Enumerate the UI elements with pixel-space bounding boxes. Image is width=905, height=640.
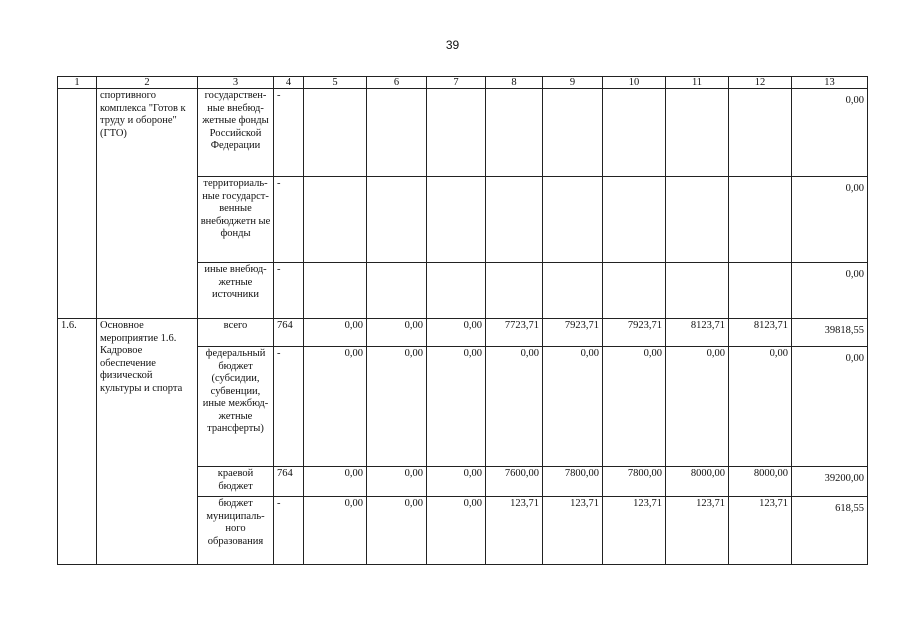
value-cell: 0,00: [427, 347, 486, 467]
value-cell: 0,00: [543, 347, 603, 467]
value-cell: 7800,00: [543, 467, 603, 497]
value-cell: [486, 89, 543, 177]
value-cell: [367, 177, 427, 263]
value-cell: [543, 263, 603, 319]
code-cell: 764: [274, 319, 304, 347]
value-cell: 0,00: [367, 319, 427, 347]
header-cell: 11: [666, 77, 729, 89]
value-cell: [486, 263, 543, 319]
value-cell: 0,00: [666, 347, 729, 467]
funding-source-cell: государствен-ные внебюд-жетные фонды Российской Федерации: [198, 89, 274, 177]
total-cell: 39200,00: [792, 467, 868, 497]
value-cell: 7923,71: [543, 319, 603, 347]
code-cell: -: [274, 263, 304, 319]
funding-source-cell: территориаль-ные государст-венные внебюджетн ые фонды: [198, 177, 274, 263]
header-cell: 9: [543, 77, 603, 89]
funding-source-cell: краевой бюджет: [198, 467, 274, 497]
value-cell: 0,00: [427, 467, 486, 497]
value-cell: 123,71: [603, 497, 666, 565]
header-cell: 12: [729, 77, 792, 89]
code-cell: 764: [274, 467, 304, 497]
value-cell: 0,00: [729, 347, 792, 467]
header-cell: 7: [427, 77, 486, 89]
code-cell: -: [274, 347, 304, 467]
total-cell: 0,00: [792, 177, 868, 263]
value-cell: [666, 263, 729, 319]
value-cell: 7600,00: [486, 467, 543, 497]
value-cell: 0,00: [304, 497, 367, 565]
header-cell: 4: [274, 77, 304, 89]
value-cell: [486, 177, 543, 263]
value-cell: 0,00: [427, 497, 486, 565]
value-cell: 0,00: [603, 347, 666, 467]
header-cell: 5: [304, 77, 367, 89]
value-cell: [367, 89, 427, 177]
funding-source-cell: федеральный бюджет (субсидии, субвенции, иные межбюд-жетные трансферты): [198, 347, 274, 467]
value-cell: 0,00: [367, 497, 427, 565]
total-cell: 0,00: [792, 263, 868, 319]
value-cell: [729, 263, 792, 319]
value-cell: 7923,71: [603, 319, 666, 347]
budget-table: [57, 76, 868, 565]
header-cell: 13: [792, 77, 868, 89]
value-cell: 123,71: [486, 497, 543, 565]
value-cell: [304, 263, 367, 319]
header-cell: 8: [486, 77, 543, 89]
value-cell: 123,71: [729, 497, 792, 565]
funding-source-cell: иные внебюд-жетные источники: [198, 263, 274, 319]
code-cell: -: [274, 177, 304, 263]
value-cell: 123,71: [666, 497, 729, 565]
value-cell: [603, 263, 666, 319]
table-body: [58, 89, 868, 565]
value-cell: 0,00: [304, 347, 367, 467]
row-number-cell: 1.6.: [58, 319, 97, 565]
funding-source-cell: всего: [198, 319, 274, 347]
value-cell: 8000,00: [666, 467, 729, 497]
header-cell: 3: [198, 77, 274, 89]
value-cell: [729, 177, 792, 263]
value-cell: [666, 89, 729, 177]
total-cell: 0,00: [792, 89, 868, 177]
value-cell: [304, 177, 367, 263]
value-cell: 7723,71: [486, 319, 543, 347]
table-row: [58, 319, 868, 347]
header-cell: 2: [97, 77, 198, 89]
value-cell: [543, 89, 603, 177]
value-cell: 0,00: [367, 347, 427, 467]
funding-source-cell: бюджет муниципаль-ного образования: [198, 497, 274, 565]
value-cell: [603, 177, 666, 263]
value-cell: 0,00: [367, 467, 427, 497]
value-cell: [427, 263, 486, 319]
code-cell: -: [274, 89, 304, 177]
value-cell: 0,00: [427, 319, 486, 347]
header-cell: 10: [603, 77, 666, 89]
value-cell: [729, 89, 792, 177]
code-cell: -: [274, 497, 304, 565]
value-cell: [666, 177, 729, 263]
total-cell: 618,55: [792, 497, 868, 565]
row-number-cell: [58, 89, 97, 319]
header-cell: 1: [58, 77, 97, 89]
total-cell: 0,00: [792, 347, 868, 467]
value-cell: 0,00: [486, 347, 543, 467]
total-cell: 39818,55: [792, 319, 868, 347]
activity-name-cell: спортивного комплекса "Готов к труду и обороне" (ГТО): [97, 89, 198, 319]
header-row: [58, 77, 868, 89]
value-cell: 8123,71: [729, 319, 792, 347]
value-cell: 7800,00: [603, 467, 666, 497]
table-row: [58, 89, 868, 177]
value-cell: [603, 89, 666, 177]
header-cell: 6: [367, 77, 427, 89]
value-cell: 8123,71: [666, 319, 729, 347]
value-cell: [543, 177, 603, 263]
page-number: 39: [445, 38, 460, 52]
value-cell: [427, 177, 486, 263]
value-cell: 0,00: [304, 319, 367, 347]
value-cell: 123,71: [543, 497, 603, 565]
activity-name-cell: Основное мероприятие 1.6. Кадровое обеспечение физической культуры и спорта: [97, 319, 198, 565]
value-cell: 8000,00: [729, 467, 792, 497]
value-cell: 0,00: [304, 467, 367, 497]
value-cell: [427, 89, 486, 177]
value-cell: [304, 89, 367, 177]
value-cell: [367, 263, 427, 319]
